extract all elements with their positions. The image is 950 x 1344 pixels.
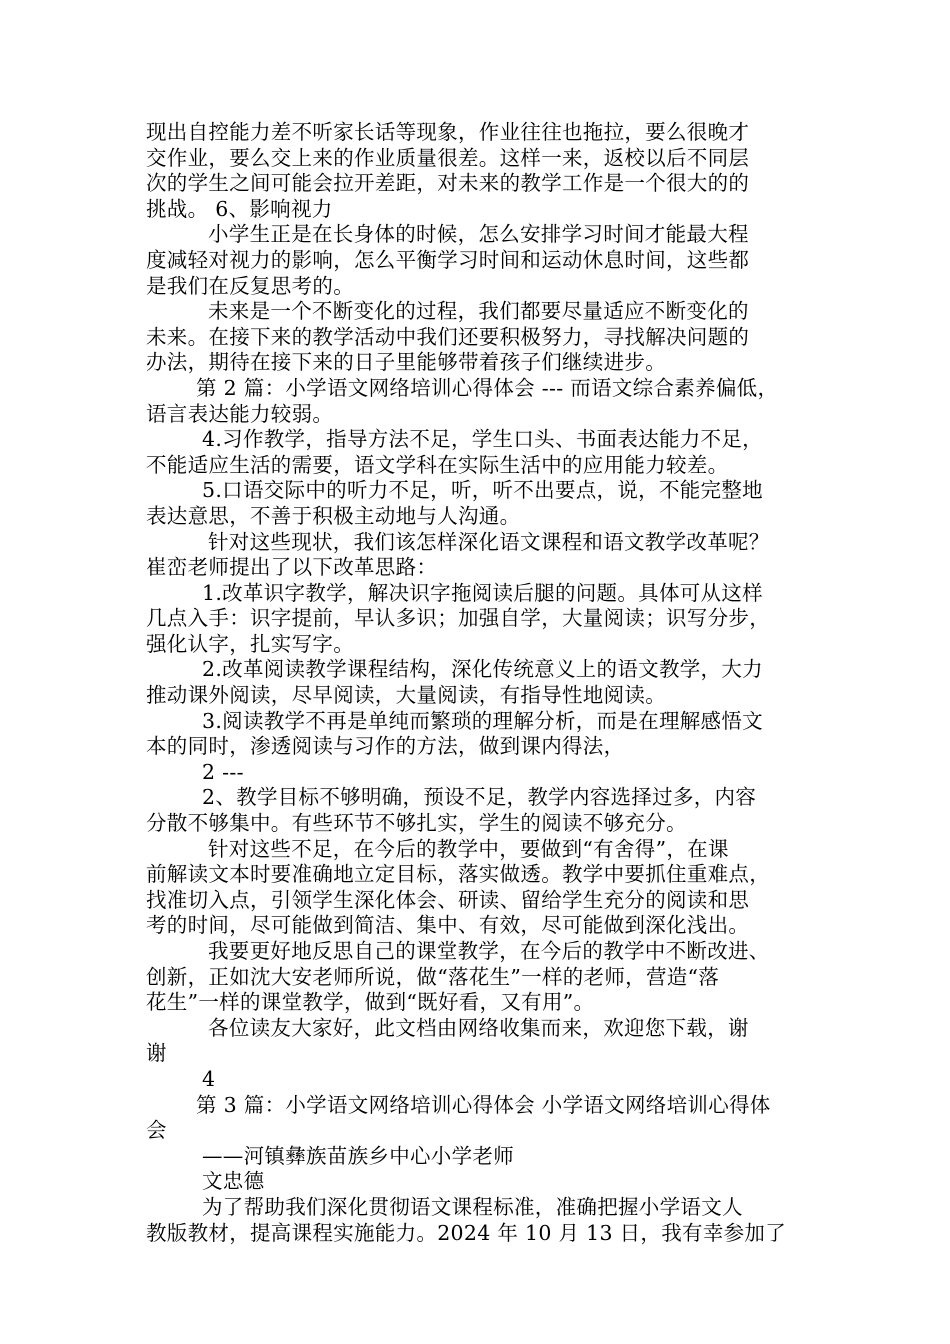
text-line: 4.习作教学，指导方法不足，学生口头、书面表达能力不足， [202,427,763,452]
text-line: 崔峦老师提出了以下改革思路： [146,555,438,580]
text-line: 第 3 篇：小学语文网络培训心得体会 小学语文网络培训心得体 [196,1092,771,1117]
text-line: 5.口语交际中的听力不足，听，听不出要点，说，不能完整地 [202,478,763,503]
text-line: 未来。在接下来的教学活动中我们还要积极努力，寻找解决问题的 [146,324,750,349]
text-line: 不能适应生活的需要，语文学科在实际生活中的应用能力较差。 [146,452,729,477]
text-line: 创新，正如沈大安老师所说，做“落花生”一样的老师，营造“落 [146,964,720,989]
text-line: 第 2 篇：小学语文网络培训心得体会 --- 而语文综合素养偏低， [196,375,779,400]
text-line: 教版教材，提高课程实施能力。2024 年 10 月 13 日，我有幸参加了 [146,1220,787,1245]
text-line: 办法，期待在接下来的日子里能够带着孩子们继续进步。 [146,350,666,375]
text-line: 2.改革阅读教学课程结构，深化传统意义上的语文教学，大力 [202,657,763,682]
text-line: 挑战。 6、影响视力 [146,196,333,221]
text-line: 2 --- [202,759,244,784]
text-line: 前解读文本时要准确地立定目标，落实做透。教学中要抓住重难点， [146,862,770,887]
text-line: 小学生正是在长身体的时候，怎么安排学习时间才能最大程 [208,222,749,247]
text-line: 现出自控能力差不听家长话等现象，作业往往也拖拉，要么很晚才 [146,120,750,144]
text-line: 本的同时，渗透阅读与习作的方法，做到课内得法， [146,734,625,759]
text-line: 2、教学目标不够明确，预设不足，教学内容选择过多，内容 [202,785,757,810]
text-line: 度减轻对视力的影响，怎么平衡学习时间和运动休息时间，这些都 [146,247,750,272]
text-line: 为了帮助我们深化贯彻语文课程标准，准确把握小学语文人 [202,1194,743,1219]
text-line: 4 [202,1066,216,1091]
text-line: 几点入手：识字提前，早认多识；加强自学，大量阅读；识写分步， [146,606,770,631]
text-line: 未来是一个不断变化的过程，我们都要尽量适应不断变化的 [208,299,749,324]
text-line: 分散不够集中。有些环节不够扎实，学生的阅读不够充分。 [146,811,687,836]
text-line: 强化认字，扎实写字。 [146,631,354,656]
text-line: 3.阅读教学不再是单纯而繁琐的理解分析，而是在理解感悟文 [202,708,763,733]
text-line: 找准切入点，引领学生深化体会、研读、留给学生充分的阅读和思 [146,887,750,912]
text-line: 语言表达能力较弱。 [146,401,334,426]
text-line: 1.改革识字教学，解决识字拖阅读后腿的问题。具体可从这样 [202,580,763,605]
text-line: 交作业，要么交上来的作业质量很差。这样一来，返校以后不同层 [146,145,750,170]
text-line: 我要更好地反思自己的课堂教学，在今后的教学中不断改进、 [208,939,770,963]
text-line: 次的学生之间可能会拉开差距，对未来的教学工作是一个很大的的 [146,171,750,196]
text-line: 考的时间，尽可能做到简洁、集中、有效，尽可能做到深化浅出。 [146,913,750,938]
text-line: 会 [146,1118,167,1143]
text-line: 推动课外阅读，尽早阅读，大量阅读，有指导性地阅读。 [146,683,666,708]
text-line: 各位读友大家好，此文档由网络收集而来，欢迎您下载，谢 [208,1015,749,1040]
text-line: 谢 [146,1041,167,1066]
text-line: 表达意思，不善于积极主动地与人沟通。 [146,503,521,528]
text-line: 文忠德 [202,1169,265,1194]
text-line: 针对这些现状，我们该怎样深化语文课程和语文教学改革呢？ [208,529,770,554]
text-line: 是我们在反复思考的。 [146,273,354,298]
text-line: ——河镇彝族苗族乡中心小学老师 [202,1143,514,1168]
document-body [146,120,830,1246]
text-line: 针对这些不足，在今后的教学中，要做到“有舍得”，在课 [208,836,729,861]
text-line: 花生”一样的课堂教学，做到“既好看，又有用”。 [146,990,595,1015]
